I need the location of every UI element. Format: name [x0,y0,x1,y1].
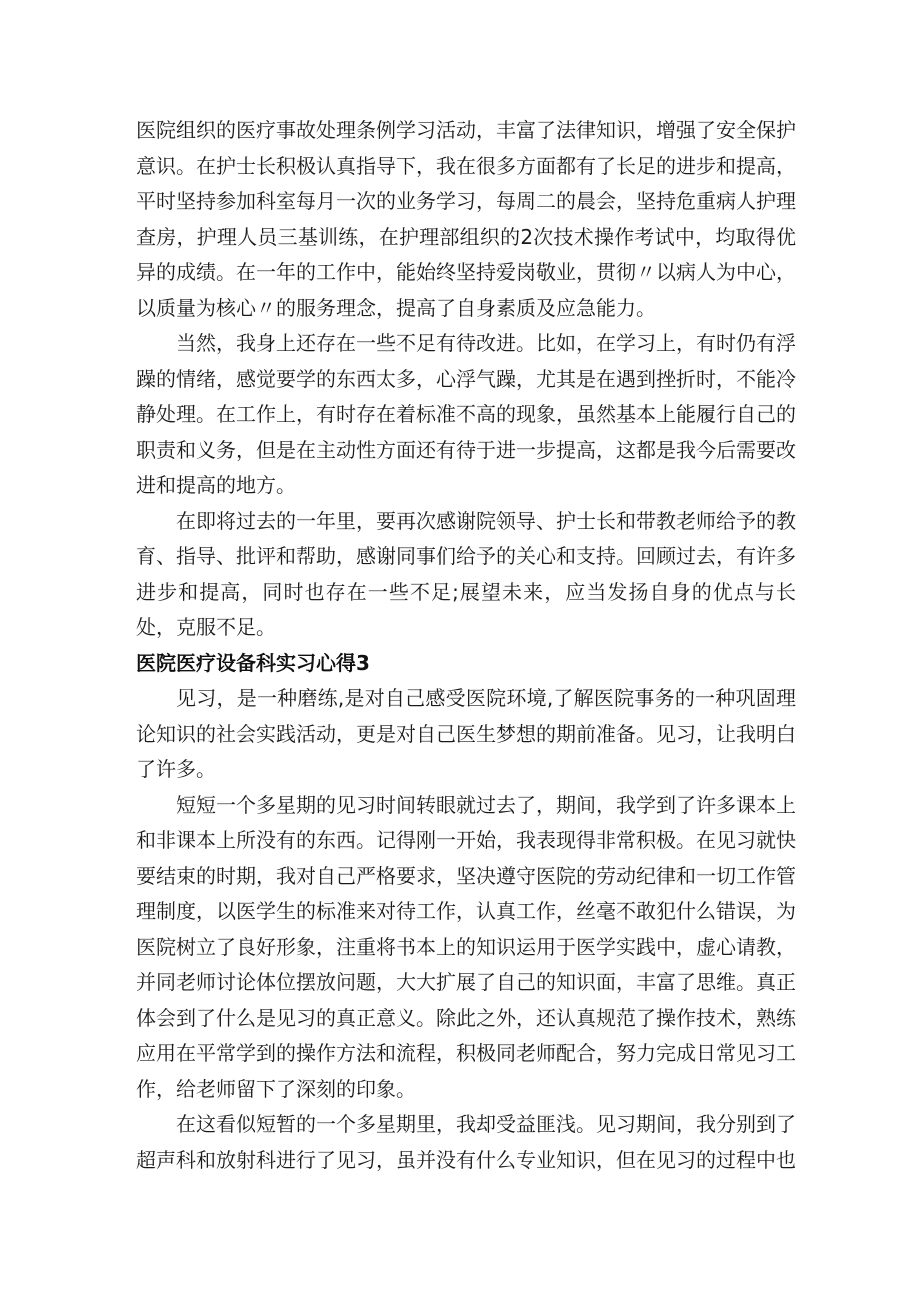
paragraph-5: 短短一个多星期的见习时间转眼就过去了，期间，我学到了许多课本上和非课本上所没有的东西。记得刚一开始，我表现得非常积极。在见习就快要结束的时期，我对自己严格要求，坚决遵守医院的劳动纪律和一切工作管理制度，以医学生的标准来对待工作，认真工作，丝毫不敢犯什么错误，为医院树立了良好形象，注重将书本上的知识运用于医学实践中，虚心请教，并同老师讨论体位摆放问题，大大扩展了自己的知识面，丰富了思维。真正体会到了什么是见习的真正意义。除此之外，还认真规范了操作技术，熟练应用在平常学到的操作方法和流程，积极同老师配合，努力完成日常见习工作，给老师留下了深刻的印象。 [136,792,796,1101]
paragraph-1: 医院组织的医疗事故处理条例学习活动，丰富了法律知识，增强了安全保护意识。在护士长积极认真指导下，我在很多方面都有了长足的进步和提高，平时坚持参加科室每月一次的业务学习，每周二的晨会，坚持危重病人护理查房，护理人员三基训练，在护理部组织的2次技术操作考试中，均取得优异的成绩。在一年的工作中，能始终坚持爱岗敬业，贯彻〃以病人为中心，以质量为核心〃的服务理念，提高了自身素质及应急能力。 [136,118,796,320]
paragraph-3: 在即将过去的一年里，要再次感谢院领导、护士长和带教老师给予的教育、指导、批评和帮助，感谢同事们给予的关心和支持。回顾过去，有许多进步和提高，同时也存在一些不足;展望未来，应当发扬自身的优点与长处，克服不足。 [136,508,796,639]
paragraph-2: 当然，我身上还存在一些不足有待改进。比如，在学习上，有时仍有浮躁的情绪，感觉要学的东西太多，心浮气躁，尤其是在遇到挫折时，不能冷静处理。在工作上，有时存在着标准不高的现象，虽然基本上能履行自己的职责和义务，但是在主动性方面还有待于进一步提高，这都是我今后需要改进和提高的地方。 [136,331,796,497]
paragraph-4: 见习，是一种磨练,是对自己感受医院环境,了解医院事务的一种巩固理论知识的社会实践活动，更是对自己医生梦想的期前准备。见习，让我明白了许多。 [136,686,796,781]
section-title: 医院医疗设备科实习心得3 [136,650,370,675]
document-body [136,113,796,1178]
paragraph-6: 在这看似短暂的一个多星期里，我却受益匪浅。见习期间，我分别到了超声科和放射科进行了见习，虽并没有什么专业知识，但在见习的过程中也 [136,1112,796,1172]
